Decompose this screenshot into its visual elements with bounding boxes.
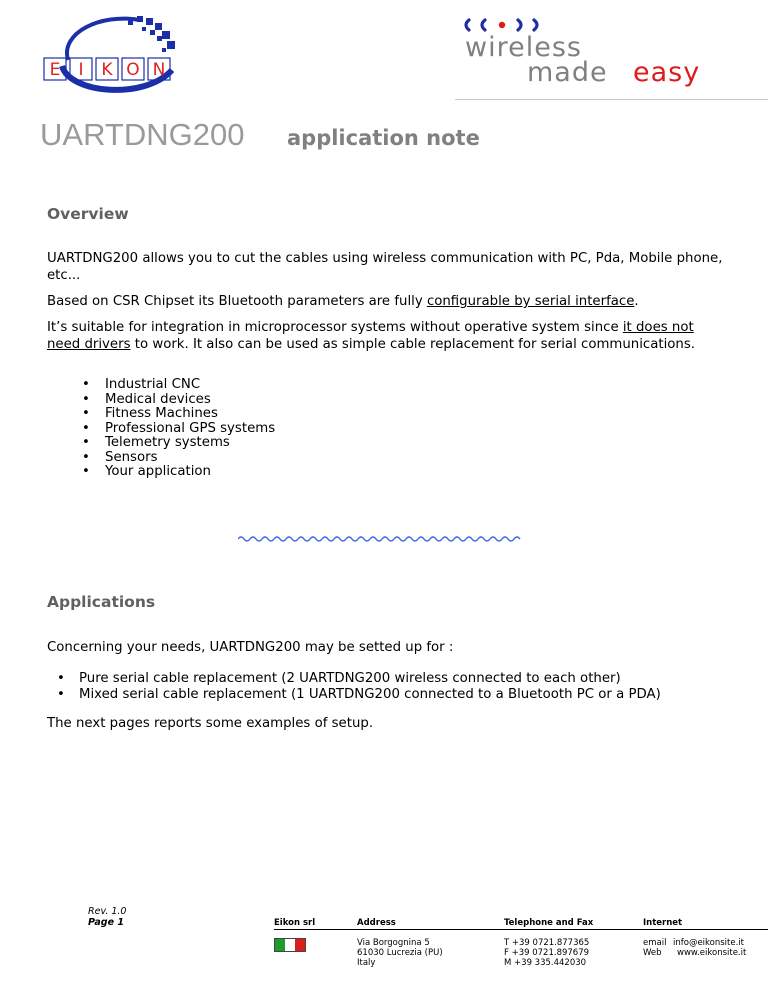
footer-phone: [504, 938, 589, 968]
eikon-logo: [40, 8, 195, 96]
list-item: • Medical devices: [79, 393, 275, 408]
footer-divider: [274, 929, 768, 930]
list-item: • Fitness Machines: [79, 407, 275, 422]
logo-letter: K: [101, 60, 113, 80]
tagline-made: made: [527, 57, 608, 88]
revision-number: Rev. 1.0: [88, 906, 127, 917]
wavy-divider: [238, 534, 522, 544]
address-line: Italy: [357, 958, 376, 968]
footer-company: Eikon srl: [274, 918, 316, 928]
italian-flag-icon: [274, 938, 306, 952]
document-title: UARTDNG200: [40, 117, 245, 152]
list-item: • Professional GPS systems: [79, 422, 275, 437]
page-number: Page 1: [88, 917, 124, 928]
address-line: 61030 Lucrezia (PU): [357, 948, 443, 958]
logo-letter: E: [49, 60, 61, 80]
tagline-wireless: wireless: [465, 32, 582, 63]
footer-phone-label: Telephone and Fax: [504, 918, 594, 928]
revision-info: [88, 906, 126, 928]
applications-heading: Applications: [47, 593, 156, 611]
footer-address: [357, 938, 443, 968]
footer-web-label: Web: [643, 948, 662, 958]
phone-line: M +39 335.442030: [504, 958, 587, 968]
address-line: Via Borgognina 5: [357, 938, 430, 948]
document-subtitle: application note: [287, 126, 480, 150]
configurable-link-text: configurable by serial interface: [426, 294, 635, 309]
footer-internet-label: Internet: [643, 918, 683, 928]
footer-email[interactable]: info@eikonsite.it: [673, 938, 744, 948]
applications-outro: The next pages reports some examples of setup.: [47, 716, 374, 731]
no-drivers-link-text: it does not need drivers: [47, 320, 694, 352]
header-divider: [455, 99, 768, 100]
signal-waves-icon: [460, 18, 550, 32]
logo-letter: O: [126, 60, 140, 80]
paragraph-text: .: [634, 294, 639, 309]
phone-line: F +39 0721.897679: [504, 948, 590, 958]
setup-options-list: [54, 671, 661, 702]
list-item: • Pure serial cable replacement (2 UARTDNG200 wireless connected to each other): [54, 671, 661, 687]
wireless-made-easy-logo: [455, 18, 725, 98]
tagline-easy: easy: [633, 57, 701, 88]
logo-letter: I: [78, 60, 84, 80]
footer-email-label: email: [643, 938, 667, 948]
application-fields-list: [79, 378, 275, 480]
list-item: • Telemetry systems: [79, 436, 275, 451]
footer-address-label: Address: [357, 918, 396, 928]
list-item: • Your application: [79, 465, 275, 480]
paragraph-text: Based on CSR Chipset its Bluetooth parameters are fully: [47, 294, 427, 309]
list-item: • Sensors: [79, 451, 275, 466]
phone-line: T +39 0721.877365: [504, 938, 590, 948]
paragraph-text: to work. It also can be used as simple cable replacement for serial communications.: [130, 337, 695, 352]
overview-paragraph-2: [47, 293, 723, 310]
overview-paragraph-3: [47, 319, 723, 353]
applications-intro: Concerning your needs, UARTDNG200 may be setted up for :: [47, 640, 454, 655]
overview-paragraph-1: UARTDNG200 allows you to cut the cables using wireless communication with PC, Pda, Mobile phone, etc...: [47, 251, 723, 283]
list-item: • Mixed serial cable replacement (1 UARTDNG200 connected to a Bluetooth PC or a PDA): [54, 687, 661, 703]
footer-website[interactable]: www.eikonsite.it: [677, 948, 747, 958]
overview-heading: Overview: [47, 205, 129, 223]
list-item: • Industrial CNC: [79, 378, 275, 393]
paragraph-text: It’s suitable for integration in microprocessor systems without operative system since: [47, 320, 623, 335]
logo-letter: N: [152, 60, 166, 80]
